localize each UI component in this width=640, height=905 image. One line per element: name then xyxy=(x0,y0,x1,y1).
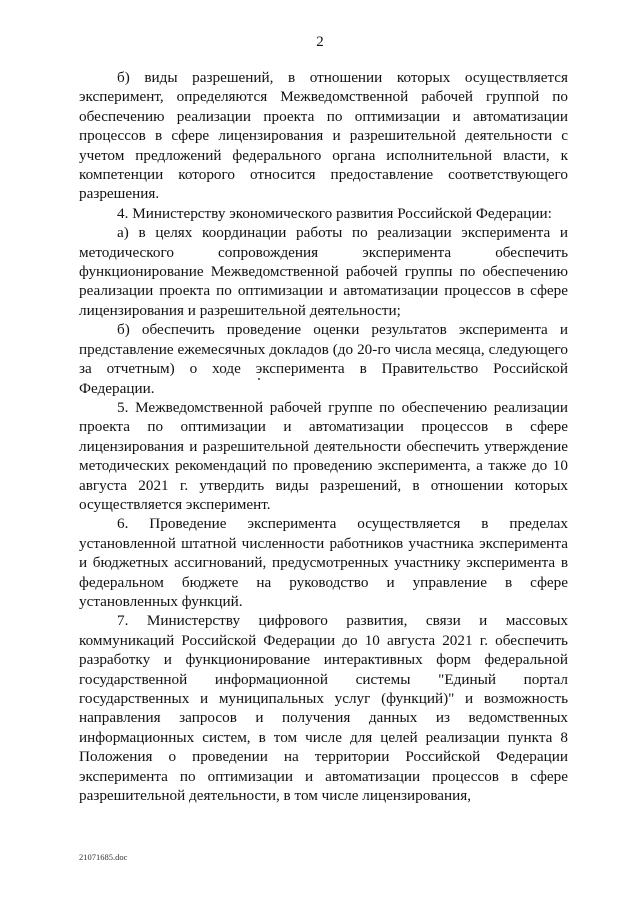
scan-speck xyxy=(258,378,260,380)
paragraph-7: 7. Министерству цифрового развития, связи и массовых коммуникаций Российской Федерации до 10 августа 2021 г. обеспечить разработку и функционирование интерактивных форм федеральной государственной информационной системы "Единый портал государственных и муниципальных услуг (функций)" и возможность направления запросов и получения данных из ведомственных информационных систем, в том числе для целей реализации пункта 8 Положения о проведении на территории Российской Федерации эксперимента по оптимизации и автоматизации процессов в сфере разрешительной деятельности, в том числе лицензирования, xyxy=(79,612,568,805)
paragraph-5: 5. Межведомственной рабочей группе по обеспечению реализации проекта по оптимизации и автоматизации процессов в сфере лицензирования и разрешительной деятельности обеспечить утверждение методических рекомендаций по проведению эксперимента, а также до 10 августа 2021 г. утвердить виды разрешений, в отношении которых осуществляется эксперимент. xyxy=(79,398,568,513)
paragraph-3b: б) виды разрешений, в отношении которых осуществляется эксперимент, определяются Межведомственной рабочей группой по обеспечению реализации проекта по оптимизации и автоматизации процессов в сфере лицензирования и разрешительной деятельности с учетом предложений федерального органа исполнительной власти, к компетенции которого относится предоставление соответствующего разрешения. xyxy=(79,69,568,203)
paragraph-4b: б) обеспечить проведение оценки результатов эксперимента и представление ежемесячных докладов (до 20-го числа месяца, следующего за отчетным) о ходе эксперимента в Правительство Российской Федерации. xyxy=(79,321,568,397)
document-file-code: 21071685.doc xyxy=(79,852,128,862)
page-number: 2 xyxy=(316,34,324,50)
paragraph-6: 6. Проведение эксперимента осуществляется в пределах установленной штатной численности работников участника эксперимента и бюджетных ассигнований, предусмотренных участнику эксперимента в федеральном бюджете на руководство и управление в сфере установленных функций. xyxy=(79,515,568,610)
paragraph-4: 4. Министерству экономического развития Российской Федерации: xyxy=(117,204,552,222)
document-body xyxy=(79,68,568,805)
paragraph-4a: а) в целях координации работы по реализации эксперимента и методического сопровождения эксперимента обеспечить функционирование Межведомственной рабочей группы по обеспечению реализации проекта по оптимизации и автоматизации процессов в сфере лицензирования и разрешительной деятельности; xyxy=(79,224,568,319)
